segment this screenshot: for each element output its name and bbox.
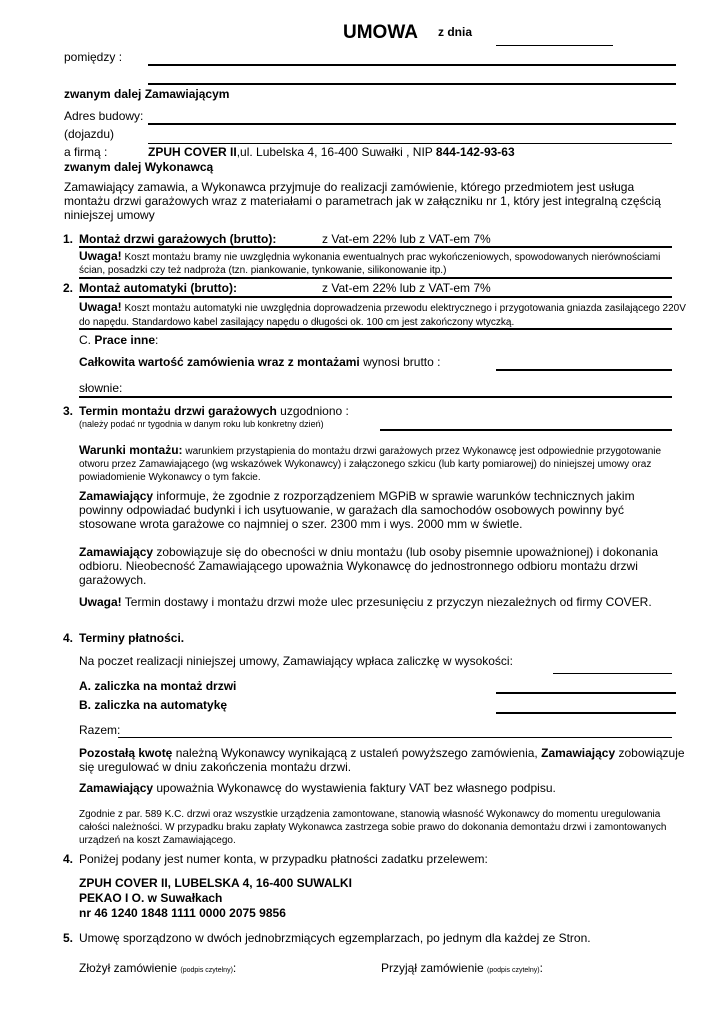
- remaining-mid: należną Wykonawcy wynikającą z ustaleń powyższego zamówienia,: [172, 746, 542, 760]
- presence-bold: Zamawiający: [79, 545, 154, 559]
- total-row: [79, 356, 440, 370]
- account-intro: Poniżej podany jest numer konta, w przypadku płatności zadatku przelewem:: [79, 852, 488, 866]
- invoice-note: [79, 782, 556, 796]
- page-title: UMOWA: [343, 22, 418, 43]
- section1-number: 1.: [63, 232, 74, 246]
- client-name-line-1[interactable]: [148, 64, 676, 66]
- total-words-line[interactable]: [79, 396, 672, 398]
- access-line[interactable]: [148, 143, 672, 144]
- contractor-signature-hint: (podpis czytelny): [487, 967, 540, 974]
- remaining-end: zobowiązuje się uregulować w dniu zakończenia montażu drzwi.: [79, 746, 685, 774]
- firm-label: a firmą :: [64, 145, 108, 159]
- conditions-bold: Warunki montażu:: [79, 443, 183, 457]
- company-info: [148, 146, 515, 160]
- advance-amount-line[interactable]: [553, 673, 672, 674]
- total-suffix: wynosi brutto :: [359, 355, 441, 369]
- sectionC-title: Prace inne: [94, 333, 156, 347]
- section2-vat: z Vat-em 22% lub z VAT-em 7%: [322, 281, 491, 295]
- section1-bottom-line: [79, 277, 672, 279]
- sectionC-suffix: :: [155, 333, 159, 347]
- account-bank: PEKAO I O. w Suwałkach: [79, 891, 223, 905]
- presence-paragraph: [79, 545, 679, 587]
- delay-text: Termin dostawy i montażu drzwi może ulec przesunięciu z przyczyn niezależnych od firmy COVER.: [121, 595, 652, 609]
- account-company: ZPUH COVER II, LUBELSKA 4, 16-400 SUWALKI: [79, 876, 352, 890]
- section2-title: Montaż automatyki (brutto):: [79, 281, 237, 295]
- intro-text: Zamawiający zamawia, a Wykonawca przyjmuje do realizacji zamówienie, którego przedmiotem jest usługa montażu drzwi garażowych wraz z materiałami o parametrach jak w załączniku nr 1, który jest integralną częścią niniejszej umowy: [64, 180, 661, 222]
- section2-bottom-line: [79, 328, 672, 330]
- client-signature-hint: (podpis czytelny): [180, 967, 233, 974]
- regulation-bold: Zamawiający: [79, 489, 154, 503]
- address-label: Adres budowy:: [64, 109, 144, 123]
- section2-note-text: Koszt montażu automatyki nie uwzględnia doprowadzenia przewodu elektrycznego i przygotowania gniazda zasilającego 220V do napędu. Standardowo kabel zasilający napędu o długości ok. 100 cm jest zakończony wtyczką.: [79, 303, 686, 328]
- section3-title: Termin montażu drzwi garażowych: [79, 404, 277, 418]
- regulation-paragraph: [79, 489, 679, 531]
- address-line[interactable]: [148, 123, 676, 125]
- company-nip: 844-142-93-63: [435, 145, 515, 159]
- client-signature-colon: :: [232, 961, 237, 975]
- invoice-bold: Zamawiający: [79, 781, 154, 795]
- section3-suffix: uzgodniono :: [276, 404, 349, 418]
- company-name: ZPUH COVER II: [148, 145, 237, 159]
- remaining-bold-2: Zamawiający: [541, 746, 616, 760]
- section3-date-line[interactable]: [380, 429, 672, 431]
- total-words-label: słownie:: [79, 381, 123, 395]
- section1-note-text: Koszt montażu bramy nie uwzględnia wykonania ewentualnych prac wykończeniowych, spowodowanych nierównościami ścian, posadzki czy też nadproża (tzn. piankowanie, tynkowanie, silikonowanie itp.): [79, 252, 661, 276]
- sectionC: [79, 334, 158, 348]
- invoice-text: upoważnia Wykonawcę do wystawienia faktury VAT bez własnego podpisu.: [153, 781, 556, 795]
- copies-text: Umowę sporządzono w dwóch jednobrzmiących egzemplarzach, po jednym dla każdej ze Stron.: [79, 931, 591, 945]
- section1-underline: [79, 246, 672, 248]
- section2-number: 2.: [63, 281, 74, 295]
- remaining-bold: Pozostałą kwotę: [79, 746, 173, 760]
- section1-note-bold: Uwaga!: [79, 249, 122, 263]
- conditions-text: [79, 444, 689, 484]
- contractor-signature-colon: :: [539, 961, 543, 975]
- section1-title: Montaż drzwi garażowych (brutto):: [79, 232, 277, 246]
- section3-heading: [79, 405, 349, 419]
- presence-text: zobowiązuje się do obecności w dniu montażu (lub osoby pisemnie upoważnionej) i dokonania odbioru. Nieobecność Zamawiającego upoważnia Wykonawcę do jednostronnego odbioru montażu drzwi garażowych.: [79, 545, 659, 587]
- section3-number: 3.: [63, 404, 74, 418]
- section5-number: 5.: [63, 931, 74, 945]
- regulation-text: informuje, że zgodnie z rozporządzeniem MGPiB w sprawie warunków technicznych jakim powinny odpowiadać budynki i ich usytuowanie, w garażach dla samochodów osobowych powinny być stosowane wrota garażowe co najmniej o szer. 2300 mm i wys. 2000 mm w świetle.: [79, 489, 635, 531]
- advance-b-line[interactable]: [496, 712, 676, 714]
- ownership-text: Zgodnie z par. 589 K.C. drzwi oraz wszystkie urządzenia zamontowane, stanowią własność Wykonawcy do momentu uregulowania całości należności. W przypadku braku zapłaty Wykonawca zastrzega sobie prawo do dokonania demontażu drzwi i zamontowanych urządzeń na koszt Zamawiającego.: [79, 809, 667, 846]
- access-label: (dojazdu): [64, 127, 115, 141]
- date-field-line[interactable]: [496, 45, 613, 46]
- remaining-paragraph: [79, 746, 689, 774]
- section2-note: [79, 300, 689, 330]
- section1-note: [79, 250, 684, 277]
- section3-hint: (należy podać nr tygodnia w danym roku lub konkretny dzień): [79, 419, 324, 429]
- section4-title: Terminy płatności.: [79, 631, 185, 645]
- company-address: ,ul. Lubelska 4, 16-400 Suwałki , NIP: [236, 145, 436, 159]
- account-number: nr 46 1240 1848 1111 0000 2075 9856: [79, 906, 286, 920]
- contractor-signature-label: Przyjął zamówienie: [381, 961, 484, 975]
- advance-a-line[interactable]: [496, 692, 676, 694]
- sum-line[interactable]: [118, 737, 672, 738]
- contractor-signature: [381, 962, 543, 976]
- client-signature-label: Złożył zamówienie: [79, 961, 178, 975]
- total-label: Całkowita wartość zamówienia wraz z montażami: [79, 355, 360, 369]
- between-label: pomiędzy :: [64, 50, 123, 64]
- client-signature: [79, 962, 236, 976]
- section4b-number: 4.: [63, 852, 74, 866]
- advance-a-label: A. zaliczka na montaż drzwi: [79, 679, 237, 693]
- section2-note-bold: Uwaga!: [79, 300, 122, 314]
- contractor-label: zwanym dalej Wykonawcą: [64, 160, 214, 174]
- section4-number: 4.: [63, 631, 74, 645]
- sectionC-prefix: C.: [79, 333, 95, 347]
- total-amount-line[interactable]: [496, 369, 672, 371]
- date-label: z dnia: [438, 25, 473, 39]
- advance-text: Na poczet realizacji niniejszej umowy, Zamawiający wpłaca zaliczkę w wysokości:: [79, 654, 513, 668]
- delay-note: [79, 596, 652, 610]
- client-label: zwanym dalej Zamawiającym: [64, 87, 230, 101]
- delay-bold: Uwaga!: [79, 595, 122, 609]
- advance-b-label: B. zaliczka na automatykę: [79, 698, 228, 712]
- sum-label: Razem:: [79, 723, 121, 737]
- section1-vat: z Vat-em 22% lub z VAT-em 7%: [322, 232, 491, 246]
- section2-underline: [79, 296, 672, 298]
- client-name-line-2[interactable]: [148, 83, 676, 85]
- conditions-body: warunkiem przystąpienia do montażu drzwi garażowych przez Wykonawcę jest odpowiednie przygotowanie otworu przez Zamawiającego (wg wskazówek Wykonawcy) i załączonego szkicu (lub karty pomiarowej) do niniejszej umowy oraz powiadomienie Wykonawcy o tym fakcie.: [79, 446, 662, 483]
